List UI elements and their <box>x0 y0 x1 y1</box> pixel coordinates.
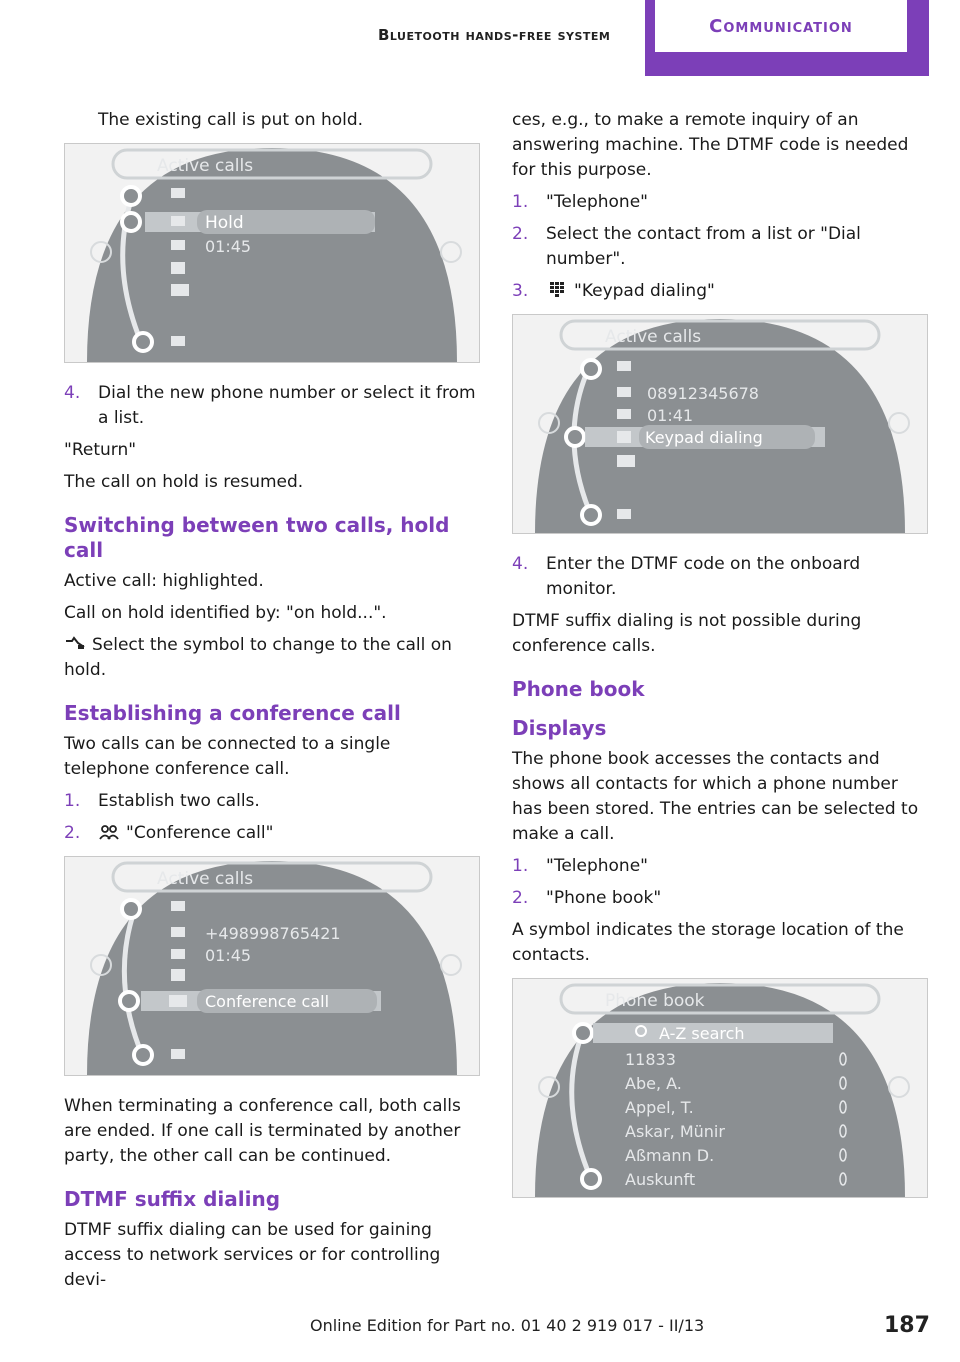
step-text: "Telephone" <box>546 856 648 876</box>
pb-step-2 <box>512 886 928 911</box>
step-number: 2. <box>64 823 81 843</box>
screen-title: Active calls <box>157 156 254 176</box>
dtmf-continued: ces, e.g., to make a remote inquiry of an answering machine. The DTMF code is needed for this purpose. <box>512 110 909 180</box>
dtmf-step-2 <box>512 222 928 272</box>
contact-entry: Aßmann D. <box>625 1146 715 1165</box>
select-symbol-text: Select the symbol to change to the call on hold. <box>64 635 452 680</box>
dtmf-step-1 <box>512 190 928 215</box>
step-number: 3. <box>512 281 529 301</box>
highlight-label: A-Z search <box>659 1024 745 1043</box>
highlight-label: Hold <box>205 213 244 233</box>
contact-entry: 11833 <box>625 1050 676 1069</box>
screen-title: Phone book <box>605 991 705 1011</box>
symbol-note: A symbol indicates the storage location of the contacts. <box>512 920 904 965</box>
step-text: "Telephone" <box>546 192 648 212</box>
highlight-label: Conference call <box>205 992 330 1011</box>
step-number: 2. <box>512 888 529 908</box>
screen-hold <box>64 143 480 363</box>
contact-entry: Appel, T. <box>625 1098 694 1117</box>
phone-book-intro: The phone book accesses the contacts and shows all contacts for which a phone number has been stored. The entries can be selected to make a call. <box>512 749 919 844</box>
step-number: 1. <box>512 192 529 212</box>
dtmf-note: DTMF suffix dialing is not possible during conference calls. <box>512 611 862 656</box>
screen-keypad <box>512 314 928 534</box>
step-text: "Conference call" <box>126 823 274 843</box>
return-label: "Return" <box>64 440 137 460</box>
display-phone-book <box>513 979 927 1197</box>
step-number: 4. <box>512 554 529 574</box>
active-call-text: Active call: highlighted. <box>64 571 264 591</box>
phone-number: +498998765421 <box>205 924 341 943</box>
step-text: Enter the DTMF code on the onboard monitor. <box>546 554 861 599</box>
conference-call-icon <box>98 823 120 841</box>
call-time: 01:45 <box>205 237 252 256</box>
left-column <box>64 108 480 1300</box>
page-number: 187 <box>884 1313 930 1338</box>
call-time: 01:41 <box>647 406 694 425</box>
screen-conference <box>64 856 480 1076</box>
contact-entry: Askar, Münir <box>625 1122 725 1141</box>
select-symbol-para <box>64 633 480 683</box>
hold-text: The existing call is put on hold. <box>98 110 364 130</box>
screen-phone-book <box>512 978 928 1198</box>
step-text: Dial the new phone number or select it from a list. <box>98 383 476 428</box>
on-hold-text: Call on hold identified by: "on hold...". <box>64 603 387 623</box>
dtmf-step-3 <box>512 279 928 304</box>
section-title: Bluetooth hands-free system <box>378 26 611 44</box>
chapter-tab-label: Communication <box>655 0 907 52</box>
heading-displays: Displays <box>512 716 607 740</box>
contact-entry: Auskunft <box>625 1170 696 1189</box>
phone-number: 08912345678 <box>647 384 759 403</box>
chapter-tab <box>645 0 929 76</box>
screen-title: Active calls <box>605 327 702 347</box>
call-time: 01:45 <box>205 946 252 965</box>
step-text: "Keypad dialing" <box>574 281 715 301</box>
step-dial <box>64 381 480 431</box>
switch-call-icon <box>64 635 86 653</box>
conference-intro: Two calls can be connected to a single telephone conference call. <box>64 734 391 779</box>
highlight-label: Keypad dialing <box>645 428 763 447</box>
terminating-text: When terminating a conference call, both calls are ended. If one call is terminated by another party, the other call can be continued. <box>64 1096 461 1166</box>
conf-step-2 <box>64 821 480 846</box>
step-number: 2. <box>512 224 529 244</box>
heading-dtmf: DTMF suffix dialing <box>64 1187 281 1211</box>
footer-edition: Online Edition for Part no. 01 40 2 919 017 - II/13 <box>310 1316 705 1335</box>
display-keypad <box>513 315 927 533</box>
step-number: 1. <box>512 856 529 876</box>
heading-conference: Establishing a conference call <box>64 701 401 725</box>
display-hold <box>65 144 479 362</box>
display-conference <box>65 857 479 1075</box>
dtmf-step-4 <box>512 552 928 602</box>
dtmf-intro: DTMF suffix dialing can be used for gaining access to network services or for controlling devi- <box>64 1220 441 1290</box>
keypad-icon <box>546 281 568 299</box>
resumed-text: The call on hold is resumed. <box>64 472 304 492</box>
right-column <box>512 108 928 1216</box>
step-number: 4. <box>64 383 81 403</box>
conf-step-1 <box>64 789 480 814</box>
step-number: 1. <box>64 791 81 811</box>
heading-switching: Switching between two calls, hold call <box>64 513 450 562</box>
pb-step-1 <box>512 854 928 879</box>
screen-title: Active calls <box>157 869 254 889</box>
step-text: Establish two calls. <box>98 791 260 811</box>
heading-phone-book: Phone book <box>512 677 645 701</box>
contact-entry: Abe, A. <box>625 1074 682 1093</box>
step-text: Select the contact from a list or "Dial number". <box>546 224 861 269</box>
step-text: "Phone book" <box>546 888 662 908</box>
